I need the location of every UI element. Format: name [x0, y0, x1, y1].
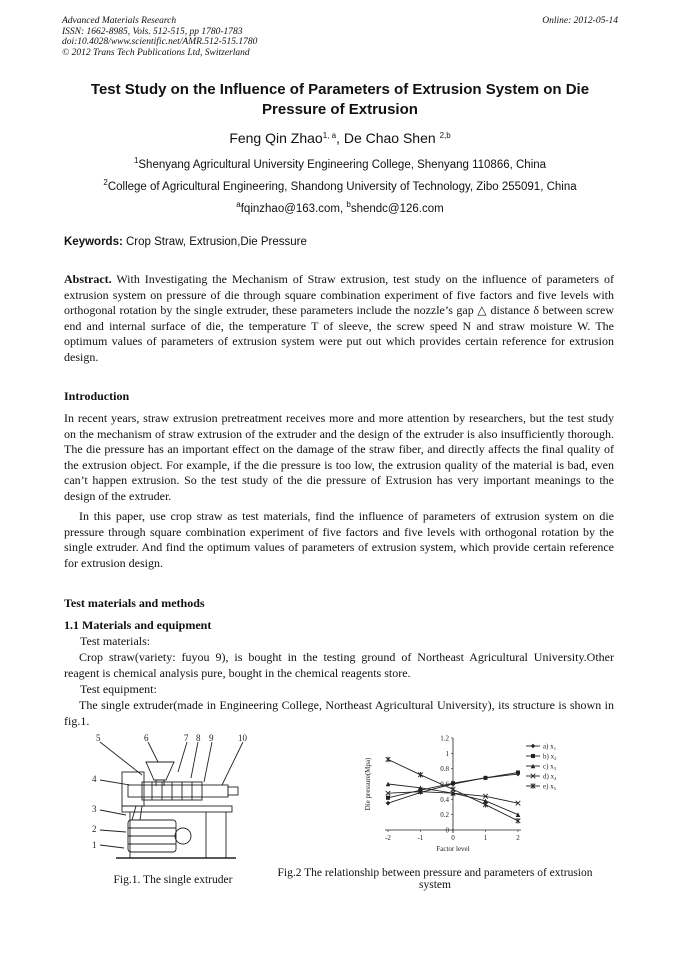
y-axis-label: Die pressure(Mpa) — [364, 757, 372, 811]
aff-1-sup: 1 — [133, 156, 139, 165]
journal-name: Advanced Materials Research — [62, 16, 177, 26]
doi: doi:10.4028/www.scientific.net/AMR.512-515.1780 — [62, 37, 258, 47]
aff-2-sup: 2 — [103, 178, 108, 187]
fig1-label-2: 2 — [92, 824, 97, 834]
fig1-label-10: 10 — [238, 733, 247, 743]
legend-label: c) x₃ — [543, 762, 557, 771]
emails — [62, 200, 618, 215]
author-1-sup: 1, a — [322, 131, 337, 140]
methods-heading: Test materials and methods — [64, 596, 205, 610]
keywords-label: Keywords: — [64, 236, 123, 248]
y-tick-label: 0.8 — [440, 765, 449, 774]
fig1-label-4: 4 — [92, 774, 97, 784]
introduction-heading: Introduction — [64, 389, 130, 403]
fig1-label-5: 5 — [96, 733, 101, 743]
email-b[interactable]: shendc@126.com — [350, 203, 444, 215]
fig1-label-8: 8 — [196, 733, 201, 743]
x-tick-label: 2 — [516, 834, 520, 842]
x-tick-label: -1 — [417, 834, 424, 842]
y-tick-label: 1.2 — [440, 734, 449, 743]
data-point — [418, 772, 423, 778]
x-tick-label: 0 — [451, 834, 455, 842]
legend-label: e) x₅ — [543, 782, 557, 791]
x-axis-label: Factor level — [436, 845, 470, 853]
introduction-p1: In recent years, straw extrusion pretreatment receives more and more attention by researchers, but the test study on the mechanism of straw extrusion of the extruder and the design of the extruder is also insufficiently thorough. The die pressure has an important effect on the damage of the straw fiber, and directly affects the final quality of the extrusion object. For example, if the die pressure is too low, the extrusion quality of the material is bad, even can’t happen extrusion. So the test study of the die pressure of Extrusion has very important meanings to the design of the extruder. — [64, 411, 614, 503]
keywords-text: Crop Straw, Extrusion,Die Pressure — [122, 236, 307, 248]
introduction-p2: In this paper, use crop straw as test materials, find the influence of parameters of extrusion system on die pressure through square combination experiment of five factors and five levels with orthogonal rotation by the single extruder. And find the optimum values of parameters of extrusion system, which provide certain reference for extrusion design. — [64, 509, 614, 570]
issn: ISSN: 1662-8985, Vols. 512-515, pp 1780-1783 — [62, 26, 243, 37]
author-2-sup: 2,b — [439, 131, 451, 140]
materials-text: Crop straw(variety: fuyou 9), is bought in the testing ground of Northeast Agricultural University.Other reagent is chemical analysis pure, bought in the chemical reagents store. — [64, 650, 614, 680]
fig1-label-3: 3 — [92, 804, 97, 814]
abstract-text: With Investigating the Mechanism of Straw extrusion, test study on the influence of parameters of extrusion system on pressure of die through square combination experiment of five factors and five levels with orthogonal rotation by the single extruder, these parameters include the nozzle’s gap △ distance δ between screw end and internal surface of die, the temperature T of sleeve, the screw speed N and straw moisture W. The optimum values of parameters of extrusion system were put out which provides certain reference for extrusion design. — [64, 272, 614, 364]
abstract-label: Abstract. — [64, 272, 112, 286]
subsection-heading: 1.1 Materials and equipment — [64, 618, 212, 632]
legend-label: d) x₄ — [543, 772, 557, 781]
materials-label: Test materials: — [80, 634, 151, 648]
data-point — [516, 771, 520, 775]
data-point — [484, 776, 488, 780]
fig1-label-9: 9 — [209, 733, 214, 743]
figure-1-extruder-drawing — [86, 730, 276, 865]
y-tick-label: 0.4 — [440, 795, 449, 804]
data-point — [386, 796, 390, 800]
x-tick-label: 1 — [483, 834, 488, 842]
email-b-sup: b — [346, 200, 351, 209]
equipment-label: Test equipment: — [80, 682, 157, 696]
data-point — [451, 787, 456, 793]
aff-1-text: Shenyang Agricultural University Engineering College, Shenyang 110866, China — [138, 159, 547, 171]
author-1: Feng Qin Zhao — [229, 130, 323, 146]
figure-2-chart — [360, 730, 610, 860]
copyright: © 2012 Trans Tech Publications Ltd, Switzerland — [62, 47, 250, 58]
y-tick-label: 1 — [445, 749, 449, 758]
data-point — [516, 818, 521, 824]
fig1-label-7: 7 — [184, 733, 189, 743]
fig1-label-6: 6 — [144, 733, 149, 743]
email-a-sup: a — [236, 200, 241, 209]
legend-label: a) x₁ — [543, 742, 557, 751]
legend-label: b) x₂ — [543, 752, 557, 761]
affiliation-2 — [62, 178, 618, 193]
fig1-label-1: 1 — [92, 840, 97, 850]
paper-title: Test Study on the Influence of Parameters of Extrusion System on Die Pressure of Extrusion — [90, 81, 590, 118]
email-a[interactable]: fqinzhao@163.com, — [240, 203, 347, 215]
legend-marker — [531, 754, 535, 758]
keywords — [64, 236, 307, 248]
legend-marker — [531, 744, 536, 749]
figure-1-caption: Fig.1. The single extruder — [113, 874, 233, 886]
online-date: Online: 2012-05-14 — [542, 16, 618, 26]
journal-header — [62, 16, 618, 58]
data-point — [386, 757, 391, 763]
abstract — [64, 272, 614, 366]
data-point — [386, 801, 391, 806]
legend — [526, 743, 557, 791]
figure-2-caption: Fig.2 The relationship between pressure and parameters of extrusion system — [277, 867, 593, 891]
data-point — [483, 802, 488, 808]
affiliation-1 — [62, 156, 618, 171]
y-tick-label: 0 — [445, 826, 449, 835]
data-point — [516, 812, 521, 817]
authors — [62, 130, 618, 146]
author-separator: , — [336, 130, 344, 146]
y-tick-label: 0.2 — [440, 811, 449, 820]
y-tick-label: 0.6 — [440, 780, 449, 789]
author-2: De Chao Shen — [343, 130, 436, 146]
x-tick-label: -2 — [385, 834, 391, 842]
equipment-text: The single extruder(made in Engineering College, Northeast Agricultural University), its structure is shown in fig.1. — [64, 698, 614, 728]
data-point — [451, 781, 455, 785]
aff-2-text: College of Agricultural Engineering, Shandong University of Technology, Zibo 255091, China — [107, 181, 577, 193]
